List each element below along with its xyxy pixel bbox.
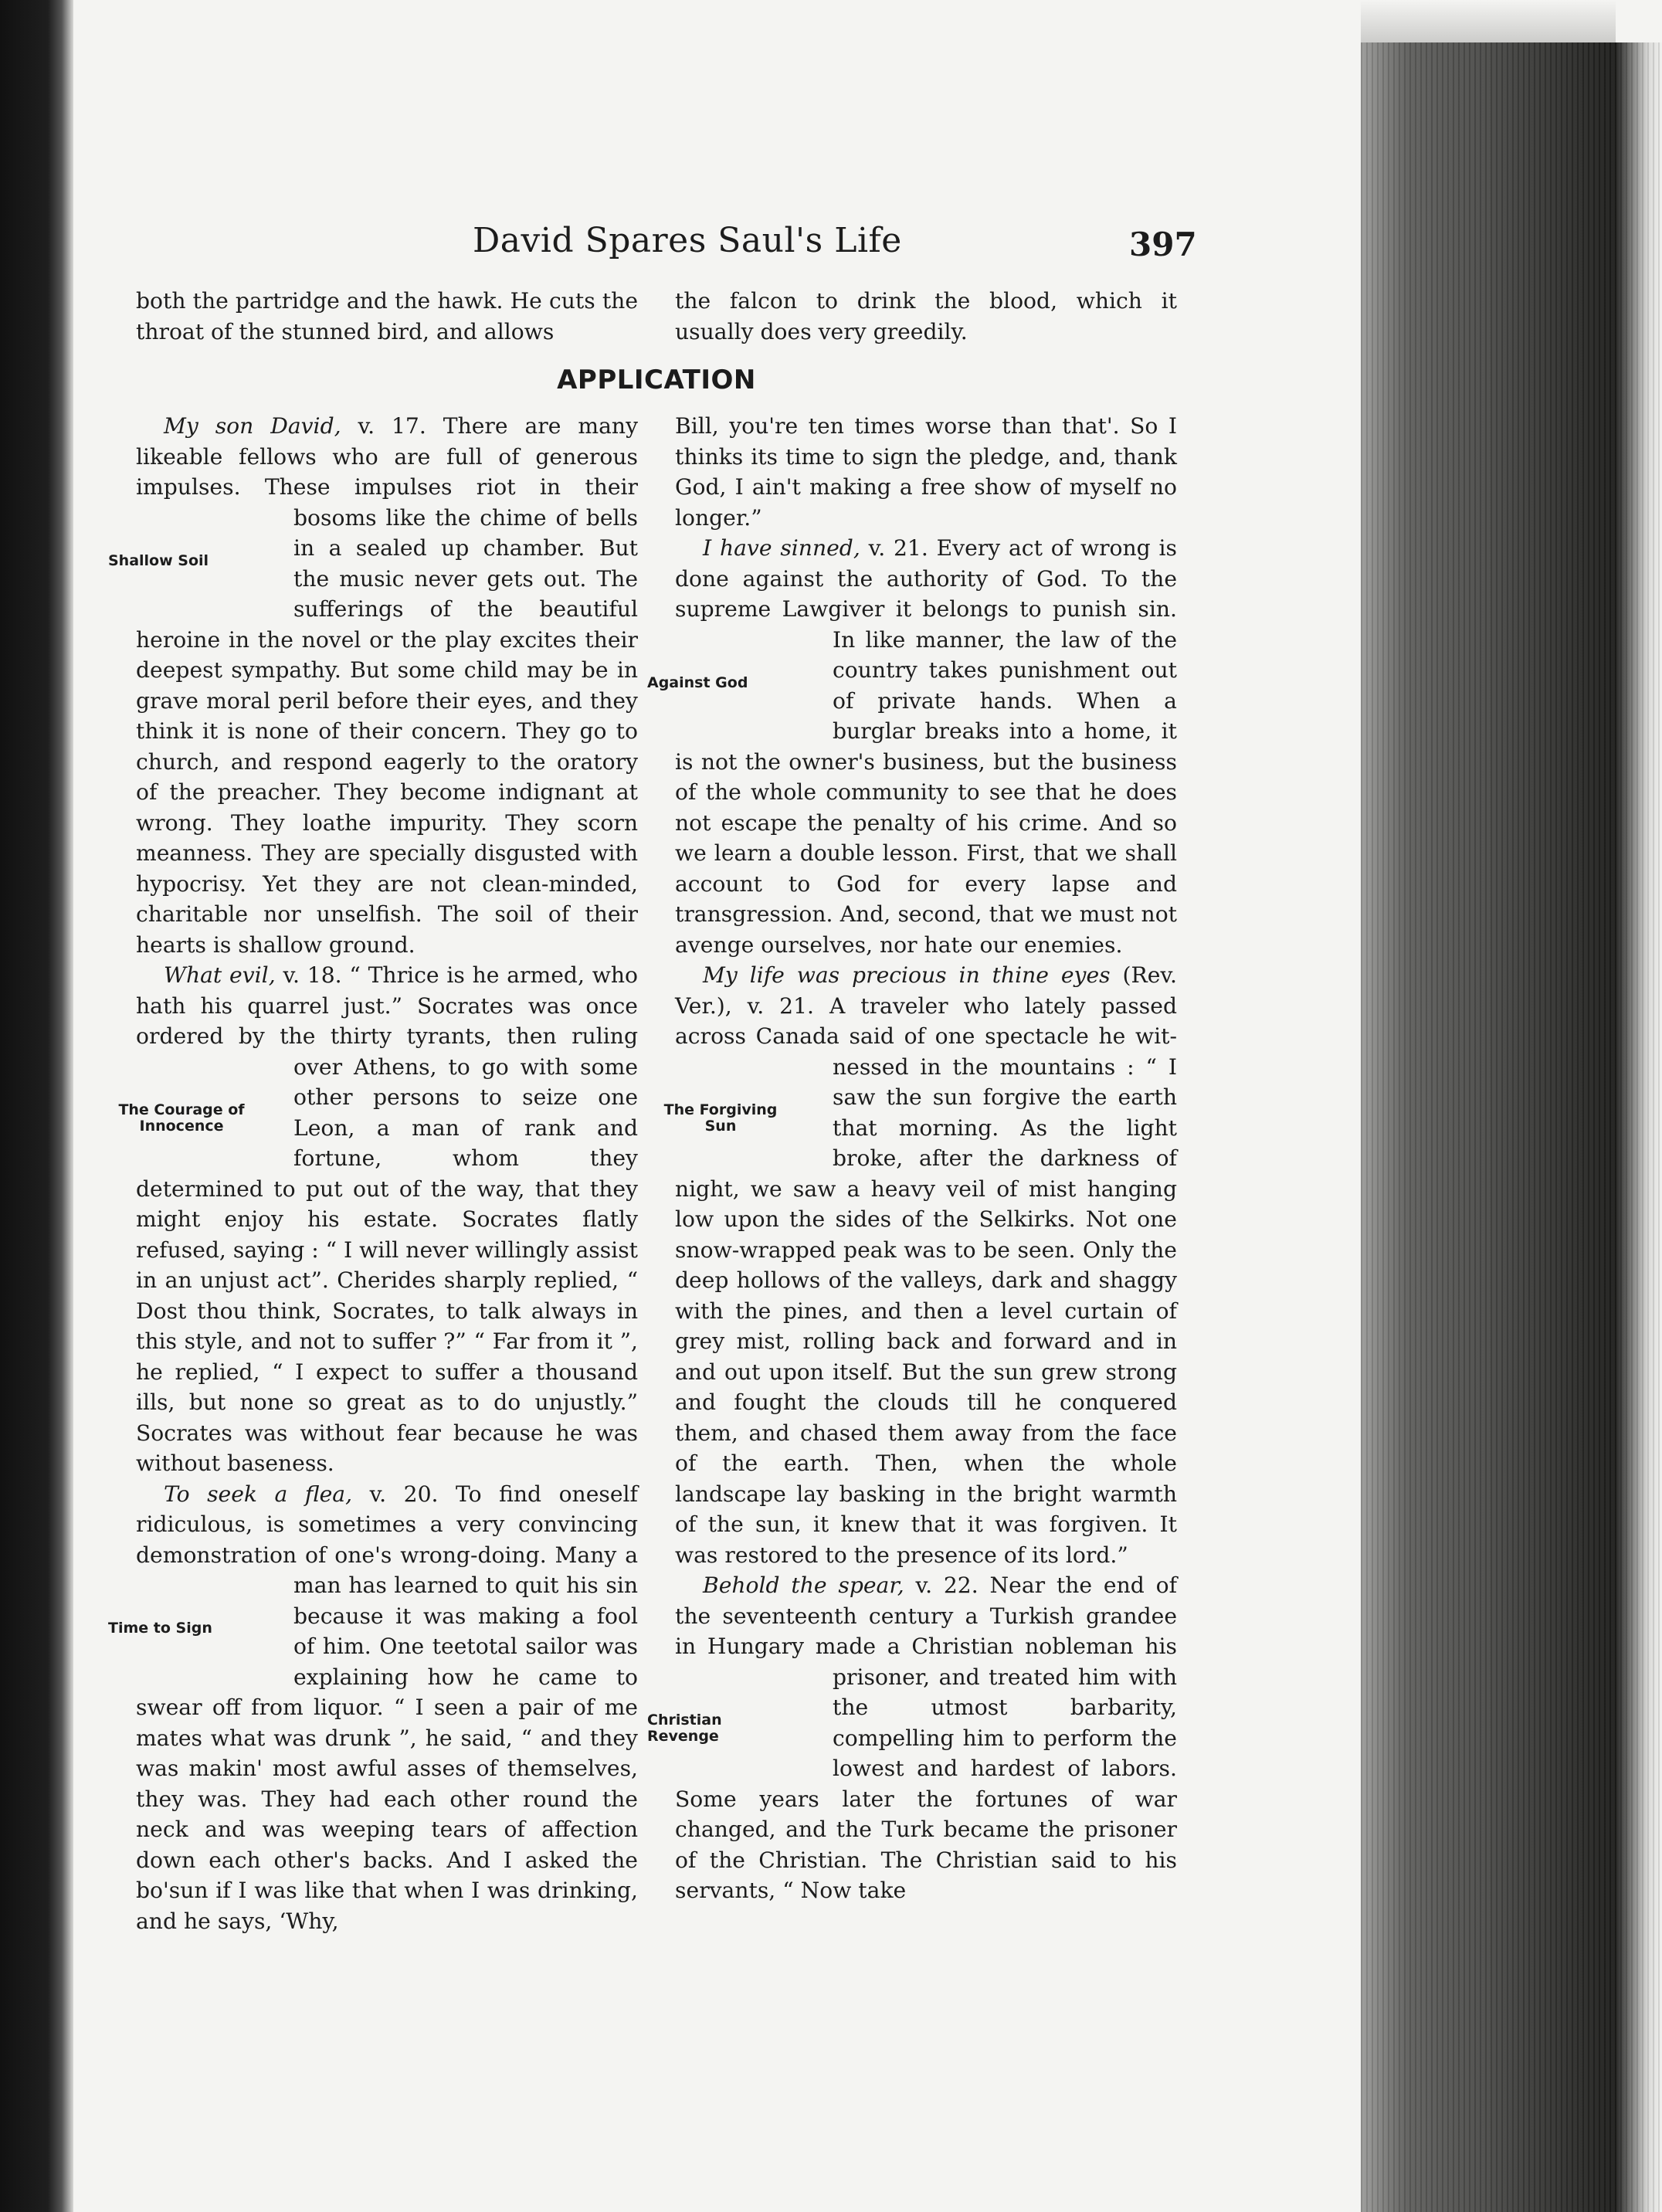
book-page-edges — [1361, 42, 1662, 2212]
verse-ref: v. 18. — [283, 962, 342, 988]
paragraph-text-cont: prisoner, and treated him with the utmost barbarity, compelling him to perform the lowest and hardest of labors. Some years later the fortunes of war changed, and the Turk became the prisoner of the Christian. The Christian said to his servants, “ Now take — [675, 1664, 1177, 1903]
paragraph-text-cont: has learned to quit his sin because it was making a fool of him. One teetotal sailor was explaining how he came to swear off from liquor. “ I seen a pair of me mates what was drunk ”, he said, “ and they was makin' most awful asses of themselves, they was. They had each other round the neck and was weeping tears of affection down each other's backs. And I asked the bo'sun if I was like that when I was drinking, and he says, ‘Why, — [136, 1572, 638, 1934]
paragraph-what-evil — [118, 960, 638, 1479]
paragraph-lead: What evil, — [164, 962, 276, 988]
paragraph-lead: My life was precious in thine eyes — [703, 962, 1111, 988]
paragraph-my-life-was-precious — [663, 960, 1177, 1570]
verse-ref: v. 20. — [369, 1481, 439, 1507]
verse-ref: (Rev. Ver.), v. 21. — [675, 962, 1177, 1019]
book-gutter-shadow — [0, 0, 73, 2212]
continued-paragraph-left: both the partridge and the hawk. He cuts the throat of the stunned bird, and allows — [136, 288, 638, 344]
paragraph-lead: My son David, — [164, 413, 341, 439]
paragraph-my-son-david — [108, 411, 638, 960]
paragraph-text-cont: sin. In like manner, the law of the country takes punishment out of private hands. When a burglar breaks into a home, it is not the owner's business, but the business of the whole community to see that he does not escape the penalty of his crime. And so we learn a double lesson. First, that we shall account to God for every lapse and transgression. And, second, that we must not avenge ourselves, nor hate our enemies. — [675, 596, 1177, 958]
paragraph-continued: Bill, you're ten times worse than that'. So I thinks its time to sign the pledge, and, thank God, I ain't making a free show of myself no longer.” — [675, 413, 1177, 531]
paragraph-text-cont: other persons to seize one Leon, a man of rank and fortune, whom they determined to put out of the way, that they might enjoy his estate. Socrates flatly refused, saying : “ I will never willingly assist in an unjust act”. Cherides sharply replied, “ Dost thou think, Socrates, to talk always in this style, and not to suffer ?” “ Far from it ”, he replied, “ I expect to suffer a thousand ills, but none so great as to do unjustly.” Socrates was without fear because he was without baseness. — [136, 1084, 638, 1476]
paragraph-text: Near the end of the seventeenth century a Turkish grandee in Hungary made a Christian nobleman his — [675, 1572, 1178, 1659]
paragraph-lead: To seek a flea, — [164, 1481, 353, 1507]
side-note-forgiving-sun: The Forgiving Sun — [663, 1101, 778, 1135]
side-note-courage-of-innocence: The Courage of Innocence — [118, 1101, 245, 1135]
section-heading-text: APPLICATION — [557, 365, 756, 395]
page-header — [0, 221, 1197, 290]
paragraph-lead: I have sinned, — [703, 535, 860, 561]
top-text-left — [136, 286, 638, 347]
paragraph-to-seek-a-flea — [108, 1479, 638, 1937]
side-note-shallow-soil: Shallow Soil — [108, 551, 209, 569]
paragraph-text-cont: like the chime of bells in a sealed up chamber. But the music never gets out. The sufferings of the beautiful heroine in the novel or the play excites their deepest sympathy. But some child may be in grave moral peril before their eyes, and they think it is none of their concern. They go to church, and respond eagerly to the oratory of the preacher. They become indignant at wrong. They loathe impurity. They scorn meanness. They are specially disgusted with hypocrisy. Yet they are not clean-minded, charitable nor unselfish. The soil of their hearts is shallow ground. — [136, 504, 638, 958]
right-column — [647, 411, 1178, 1906]
paragraph-text: There are many likeable fellows who are full of generous impulses. These impulses riot in their bosoms — [136, 413, 638, 531]
paragraph-text: A traveler who lately passed across Canada said of one spectacle he wit- — [675, 992, 1177, 1049]
continued-paragraph-right: the falcon to drink the blood, which it usually does very greedily. — [675, 288, 1177, 344]
verse-ref: v. 17. — [358, 413, 426, 439]
paragraph-i-have-sinned — [647, 533, 1177, 960]
left-column — [108, 411, 638, 1936]
paragraph-lead: Behold the spear, — [703, 1572, 904, 1598]
running-title: David Spares Saul's Life — [473, 221, 902, 260]
side-note-against-god: Against God — [647, 673, 748, 691]
paragraph-text: Every act of wrong is done against the authority of God. To the supreme Lawgiver it belongs to punish — [675, 535, 1177, 622]
side-note-christian-revenge: Christian Revenge — [647, 1711, 722, 1745]
paragraph-behold-the-spear — [647, 1570, 1178, 1906]
page-number: 397 — [1129, 226, 1197, 263]
verse-ref: v. 22. — [915, 1572, 979, 1598]
top-text-right — [675, 286, 1177, 347]
paragraph-text: “ Thrice is he armed, who hath his quarrel just.” Socrates was once ordered by the thirty tyrants, then ruling over Athens, to go with some — [136, 962, 638, 1080]
side-note-time-to-sign: Time to Sign — [108, 1620, 212, 1637]
paragraph-text-cont: nessed in the mountains : “ I saw the sun forgive the earth that morning. As the light broke, after the darkness of night, we saw a heavy veil of mist hanging low upon the sides of the Selkirks. Not one snow-wrapped peak was to be seen. Only the deep hollows of the valleys, dark and shaggy with the pines, and then a level curtain of grey mist, rolling back and forward and in and out upon itself. But the sun grew strong and fought the clouds till he conquered them, and chased them away from the face of the earth. Then, when the whole landscape lay basking in the bright warmth of the sun, it knew that it was forgiven. It was restored to the presence of its lord.” — [675, 1053, 1177, 1568]
section-heading — [0, 365, 1313, 395]
verse-ref: v. 21. — [868, 535, 928, 561]
paragraph-text: To find oneself ridiculous, is sometimes a very convincing demonstration of one's wrong-doing. Many a man — [136, 1481, 638, 1598]
page-edges-top — [1361, 0, 1616, 46]
